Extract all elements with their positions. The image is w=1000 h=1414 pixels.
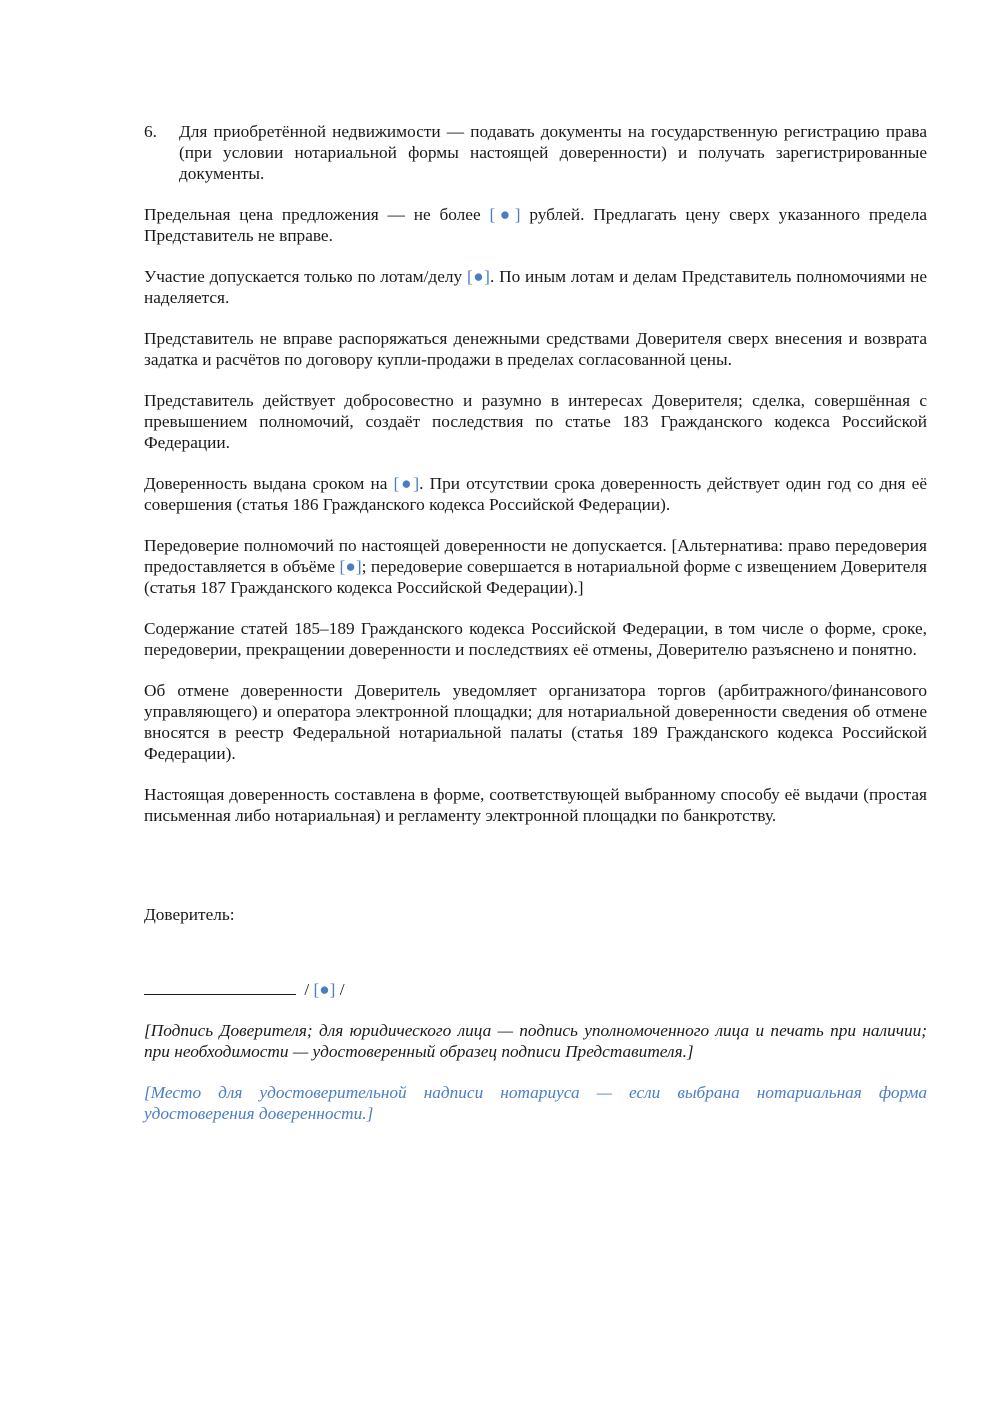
paragraph-text: ; передоверие совершается в нотариальной форме с извещением Доверителя (статья 187 Гражданского кодекса Российской Федерации).]: [144, 557, 927, 597]
placeholder-marker: [●]: [489, 205, 521, 224]
list-item-text: Для приобретённой недвижимости — подавать документы на государственную регистрацию права (при условии нотариальной формы настоящей доверенности) и получать зарегистрированные документы.: [179, 122, 927, 183]
paragraph-text: Передоверие полномочий по настоящей доверенности не допускается. [Альтернатива: право передоверия предоставляется в объёме: [144, 536, 927, 576]
term-paragraph: [144, 473, 927, 515]
substitution-paragraph: [144, 535, 927, 598]
principal-label: Доверитель:: [144, 905, 235, 924]
lots-paragraph: [144, 266, 927, 308]
explained-paragraph: Содержание статей 185–189 Гражданского кодекса Российской Федерации, в том числе о форме, сроке, передоверии, прекращении доверенности и последствиях её отмены, Доверителю разъяснено и понятно.: [144, 619, 927, 659]
form-paragraph: Настоящая доверенность составлена в форме, соответствующей выбранному способу её выдачи (простая письменная либо нотариальная) и регламенту электронной площадки по банкротству.: [144, 785, 927, 825]
list-item: [144, 121, 927, 184]
signature-separator: /: [300, 980, 314, 999]
signature-separator: /: [335, 980, 345, 999]
good-faith-paragraph: Представитель действует добросовестно и разумно в интересах Доверителя; сделка, совершённая с превышением полномочий, создаёт последствия по статье 183 Гражданского кодекса Российской Федерации.: [144, 391, 927, 452]
max-price-paragraph: [144, 204, 927, 246]
paragraph-text: Участие допускается только по лотам/делу: [144, 267, 467, 286]
signature-line: [144, 979, 927, 1000]
paragraph-text: рублей. Предлагать цену сверх указанного предела Представитель не вправе.: [144, 205, 927, 245]
funds-paragraph: Представитель не вправе распоряжаться денежными средствами Доверителя сверх внесения и возврата задатка и расчётов по договору купли-продажи в пределах согласованной цены.: [144, 329, 927, 369]
paragraph-text: Предельная цена предложения — не более: [144, 205, 490, 224]
document-body: [144, 121, 927, 1144]
paragraph-text: . По иным лотам и делам Представитель полномочиями не наделяется.: [144, 267, 927, 307]
placeholder-marker: [●]: [313, 980, 336, 999]
notary-note: [Место для удостоверительной надписи нотариуса — если выбрана нотариальная форма удостоверения доверенности.]: [144, 1083, 927, 1123]
placeholder-marker: [●]: [466, 267, 490, 286]
placeholder-marker: [●]: [393, 474, 420, 493]
revocation-paragraph: Об отмене доверенности Доверитель уведомляет организатора торгов (арбитражного/финансового управляющего) и оператора электронной площадки; для нотариальной доверенности сведения об отмене вносятся в реестр Федеральной нотариальной палаты (статья 189 Гражданского кодекса Российской Федерации).: [144, 681, 927, 763]
signature-note: [Подпись Доверителя; для юридического лица — подпись уполномоченного лица и печать при наличии; при необходимости — удостоверенный образец подписи Представителя.]: [144, 1021, 927, 1061]
placeholder-marker: [●]: [339, 557, 362, 576]
signature-blank: [144, 980, 296, 995]
paragraph-text: Доверенность выдана сроком на: [144, 474, 394, 493]
list-item-number: 6.: [144, 122, 157, 141]
paragraph-text: . При отсутствии срока доверенность действует один год со дня её совершения (статья 186 Гражданского кодекса Российской Федерации).: [144, 474, 927, 514]
